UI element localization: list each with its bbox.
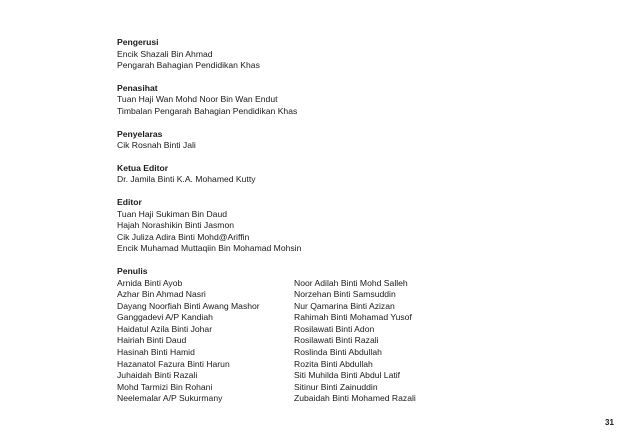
section-ketua-editor xyxy=(117,163,587,186)
section-title: Pengerusi xyxy=(117,37,159,47)
writer-name: Hazanatol Fazura Binti Harun xyxy=(117,358,230,369)
writer-name: Noor Adilah Binti Mohd Salleh xyxy=(294,277,408,288)
credit-line: Cik Juliza Adira Binti Mohd@Ariffin xyxy=(117,231,250,242)
writer-name: Juhaidah Binti Razali xyxy=(117,370,198,381)
writer-name: Rahimah Binti Mohamad Yusof xyxy=(294,312,412,323)
writer-name: Arnida Binti Ayob xyxy=(117,277,183,288)
writer-name: Sitinur Binti Zainuddin xyxy=(294,381,378,392)
writer-name: Azhar Bin Ahmad Nasri xyxy=(117,289,206,300)
writer-name: Haidatul Azila Binti Johar xyxy=(117,323,213,334)
penulis-columns xyxy=(117,278,587,406)
section-penasihat xyxy=(117,83,587,118)
writer-name: Rosilawati Binti Razali xyxy=(294,335,379,346)
section-title: Ketua Editor xyxy=(117,162,169,173)
section-title: Penulis xyxy=(117,265,148,276)
penulis-left-column xyxy=(117,278,294,406)
writer-name: Zubaidah Binti Mohamed Razali xyxy=(294,393,416,404)
section-pengerusi xyxy=(117,37,587,72)
section-editor xyxy=(117,197,587,255)
credit-line: Dr. Jamila Binti K.A. Mohamed Kutty xyxy=(117,174,256,185)
section-penyelaras xyxy=(117,129,587,152)
section-penulis xyxy=(117,266,587,405)
section-title: Editor xyxy=(117,196,142,207)
page-number: 31 xyxy=(605,418,614,427)
credit-line: Pengarah Bahagian Pendidikan Khas xyxy=(117,60,260,71)
writer-name: Mohd Tarmizi Bin Rohani xyxy=(117,381,213,392)
section-title: Penyelaras xyxy=(117,128,163,139)
writer-name: Nur Qamarina Binti Azizan xyxy=(294,300,395,311)
credits-content xyxy=(117,37,587,416)
section-title: Penasihat xyxy=(117,82,158,93)
credit-line: Cik Rosnah Binti Jali xyxy=(117,140,196,151)
writer-name: Hairiah Binti Daud xyxy=(117,335,187,346)
writer-name: Rosilawati Binti Adon xyxy=(294,323,375,334)
writer-name: Dayang Noorfiah Binti Awang Mashor xyxy=(117,300,260,311)
credit-line: Hajah Norashikin Binti Jasmon xyxy=(117,220,235,231)
credit-line: Timbalan Pengarah Bahagian Pendidikan Khas xyxy=(117,105,298,116)
writer-name: Ganggadevi A/P Kandiah xyxy=(117,312,213,323)
writer-name: Norzehan Binti Samsuddin xyxy=(294,289,396,300)
writer-name: Siti Muhilda Binti Abdul Latif xyxy=(294,370,401,381)
credit-line: Tuan Haji Wan Mohd Noor Bin Wan Endut xyxy=(117,94,278,105)
credit-line: Encik Shazali Bin Ahmad xyxy=(117,48,213,59)
writer-name: Roslinda Binti Abdullah xyxy=(294,347,382,358)
credit-line: Tuan Haji Sukiman Bin Daud xyxy=(117,208,228,219)
credit-line: Encik Muhamad Muttaqiin Bin Mohamad Mohsin xyxy=(117,243,302,254)
writer-name: Rozita Binti Abdullah xyxy=(294,358,373,369)
writer-name: Neelemalar A/P Sukurmany xyxy=(117,393,223,404)
penulis-right-column xyxy=(294,278,474,406)
writer-name: Hasinah Binti Hamid xyxy=(117,347,195,358)
